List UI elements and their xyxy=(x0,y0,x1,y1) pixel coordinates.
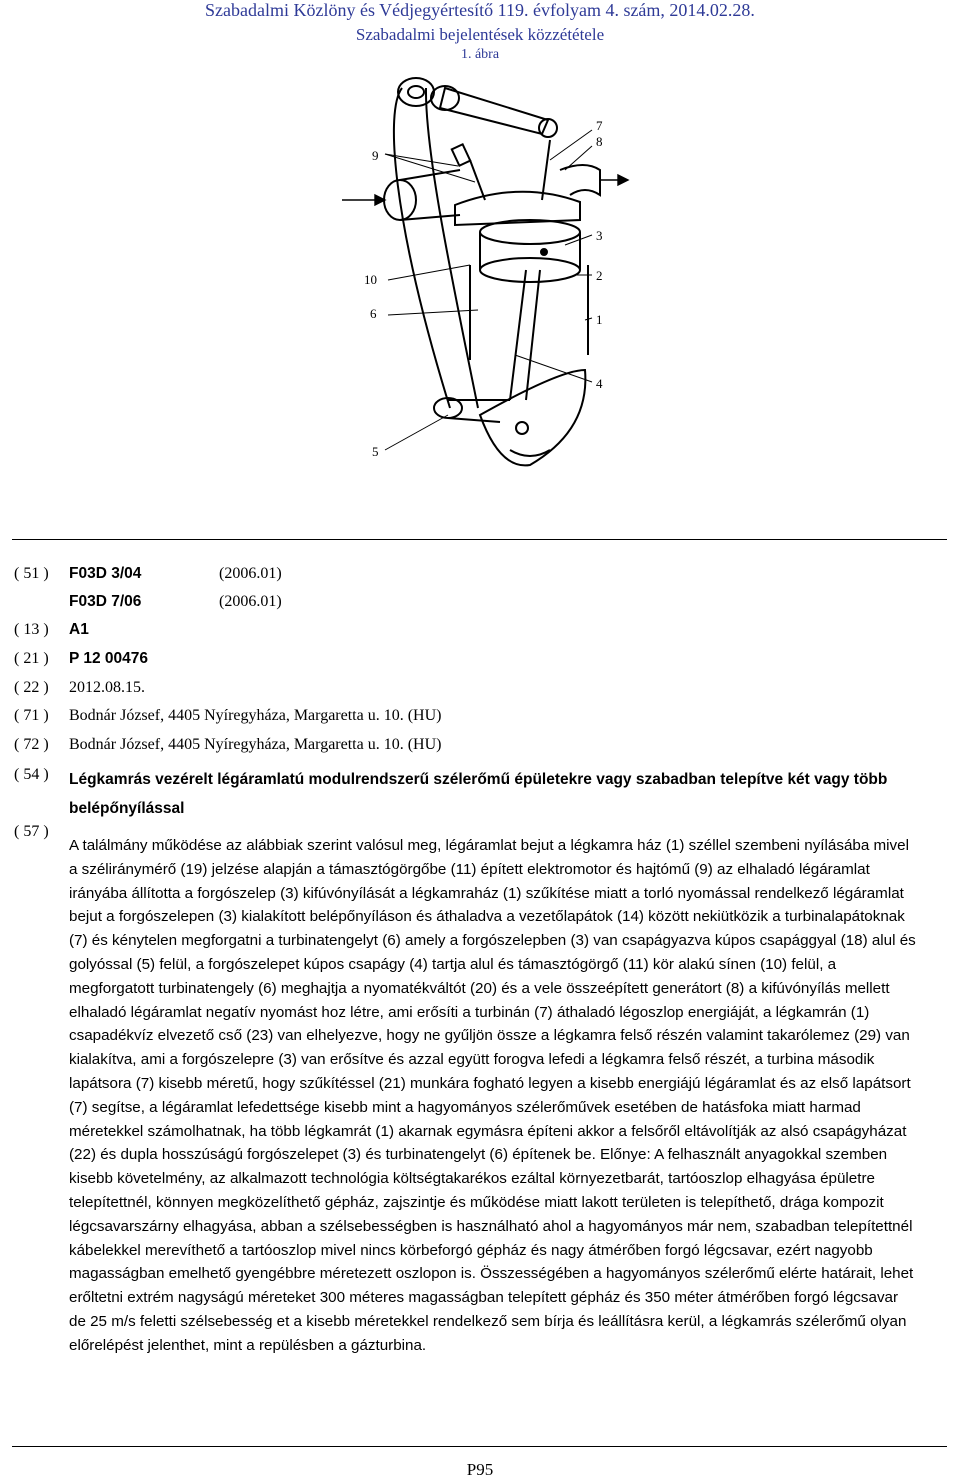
ipc-class-1: F03D 3/04 xyxy=(69,565,142,582)
label-2: 2 xyxy=(596,268,603,283)
page-number: P95 xyxy=(466,1460,494,1479)
patent-figure xyxy=(330,70,650,470)
piston-top xyxy=(480,220,580,244)
code-57: ( 57 ) xyxy=(14,823,49,840)
ipc-class-2: F03D 7/06 xyxy=(69,593,142,610)
code-71: ( 71 ) xyxy=(14,707,49,724)
journal-header: Szabadalmi Közlöny és Védjegyértesítő 119. évfolyam 4. szám, 2014.02.28. xyxy=(205,0,755,20)
cylinder-body xyxy=(470,265,588,360)
upper-arm xyxy=(440,88,548,134)
injector xyxy=(452,144,470,165)
kind-code: A1 xyxy=(69,621,89,638)
ipc-date-2: (2006.01) xyxy=(219,593,282,610)
label-4: 4 xyxy=(596,376,603,391)
invention-title: Légkamrás vezérelt légáramlatú modulrendszerű szélerőmű épületekre vagy szabadban telepítve két vagy több belépőnyílással xyxy=(69,771,888,817)
applicant: Bodnár József, 4405 Nyíregyháza, Margaretta u. 10. (HU) xyxy=(69,707,442,724)
top-divider xyxy=(12,539,947,540)
ipc-date-1: (2006.01) xyxy=(219,565,282,582)
top-pulley xyxy=(398,78,434,106)
abstract-text: A találmány működése az alábbiak szerint valósul meg, légáramlat bejut a légkamra ház (1) széllel szembeni nyílásába mivel a széliránymérő (19) jelzése alapján a támasztógörgőbe (11) épített elektromotor és hajtómű (9) az elhaladó légáramlat irányába állította a forgószelep (3) kifúvónyílását a légkamraház (1) szűkítése miatt a torló nyomással rendelkező légáramlat bejut a forgószelepen (3) kialakított belépőnyíláson és áthaladva a vezetőlapátok (14) között nekiütközik a turbinalapátoknak (7) és kénytelen megforgatni a turbinatengelyt (6) amely a forgószelepben (3) van csapágyazva kúpos csapággyal (18) alul és golyóssal (5) felül, a forgószelepet kúpos csapágy (4) tartja alul és támasztógörgő (11) kör alakú sínen (10) felül, a megforgatott turbinatengely (6) meghajtja a nyomatékváltót (20) és a vele összeépített generátort (8) a kifúvónyílás mellett elhaladó légáramlat negatív nyomást hoz létre, ami erősíti a turbinán (7) áthaladó légoszlop energiáját, a légkamrán (1) csapadékvíz elvezető cső (23) van elhelyezve, hogy ne gyűljön össze a légkamra felső részén valamint takarólemez (29) van kialakítva, ami a forgószelepre (3) van erősítve és azzal együtt forogva lefedi a légkamra felső részét, a turbina második lapátsora (7) kisebb méretű, hogy szűkítéssel (21) munkára fogható legyen a kisebb energiájú légáramlat és az első lapátsort (7) segítse, a légáramlat lefedettsége kisebb mint a hagyományos szélerőművek esetében de hatásfoka miatt harmad méretekkel számolhatnak, ha több légkamrát (1) akarnak egymásra építeni akkor a felsőről eltávolítják az alsó csapágyházat (22) és dupla hosszúságú forgószelepet (3) és turbinatengelyt (6) építenek be. Előnye: A felhasznált anyagokkal szemben kisebb követelmény, az alkalmazott technológia költségtakarékos ezáltal környezetbarát, tartóoszlop elhagyása épületre telepítettnél, könnyen megközelíthető gépház, zajszintje és működése miatt lakott területen is telepíthető, drága kompozit légcsavarszárny elhagyása, abban a szélsebességben is használható ahol a hagyományos már nem, szabadban telepítettnél kábelekkel merevíthető a tartóoszlop mivel nincs körbeforgó gépház és nagy átmérőben forgó légcsavar, ezért nagyobb magasságban emelhető gyengébbre méretezett oszlopon is. Összességében a hagyományos szélerőmű elérte határait, lehet erőltetni extrém nagyságú méreteket 300 méteres magasságban telepített gépház és 350 méter átmérőben forgó légcsavar de 25 m/s feletti szélsebesség et a kisebb méretekkel rendelkező sem bírja és leállításra kerül, a légkamrás szélerőmű olyan előrelépést jelenthet, mint a repülésben a gázturbina. xyxy=(69,837,916,1354)
label-10: 10 xyxy=(364,272,377,287)
code-22: ( 22 ) xyxy=(14,679,49,696)
code-51: ( 51 ) xyxy=(14,565,49,582)
connecting-rod xyxy=(510,270,540,400)
label-5: 5 xyxy=(372,444,379,459)
label-3: 3 xyxy=(596,228,603,243)
label-1: 1 xyxy=(596,312,603,327)
section-header: Szabadalmi bejelentések közzététele xyxy=(355,25,605,44)
label-6: 6 xyxy=(370,306,377,321)
bottom-divider xyxy=(12,1446,947,1447)
label-7: 7 xyxy=(596,118,603,133)
crank-disk xyxy=(480,370,585,465)
filing-date: 2012.08.15. xyxy=(69,679,145,696)
figure-caption: 1. ábra xyxy=(460,47,500,62)
code-21: ( 21 ) xyxy=(14,650,49,667)
belt-left xyxy=(394,88,450,408)
application-number: P 12 00476 xyxy=(69,650,149,667)
label-8: 8 xyxy=(596,134,603,149)
code-72: ( 72 ) xyxy=(14,736,49,753)
code-13: ( 13 ) xyxy=(14,621,49,638)
inventor: Bodnár József, 4405 Nyíregyháza, Margaretta u. 10. (HU) xyxy=(69,736,442,753)
label-9: 9 xyxy=(372,148,379,163)
code-54: ( 54 ) xyxy=(14,766,49,783)
